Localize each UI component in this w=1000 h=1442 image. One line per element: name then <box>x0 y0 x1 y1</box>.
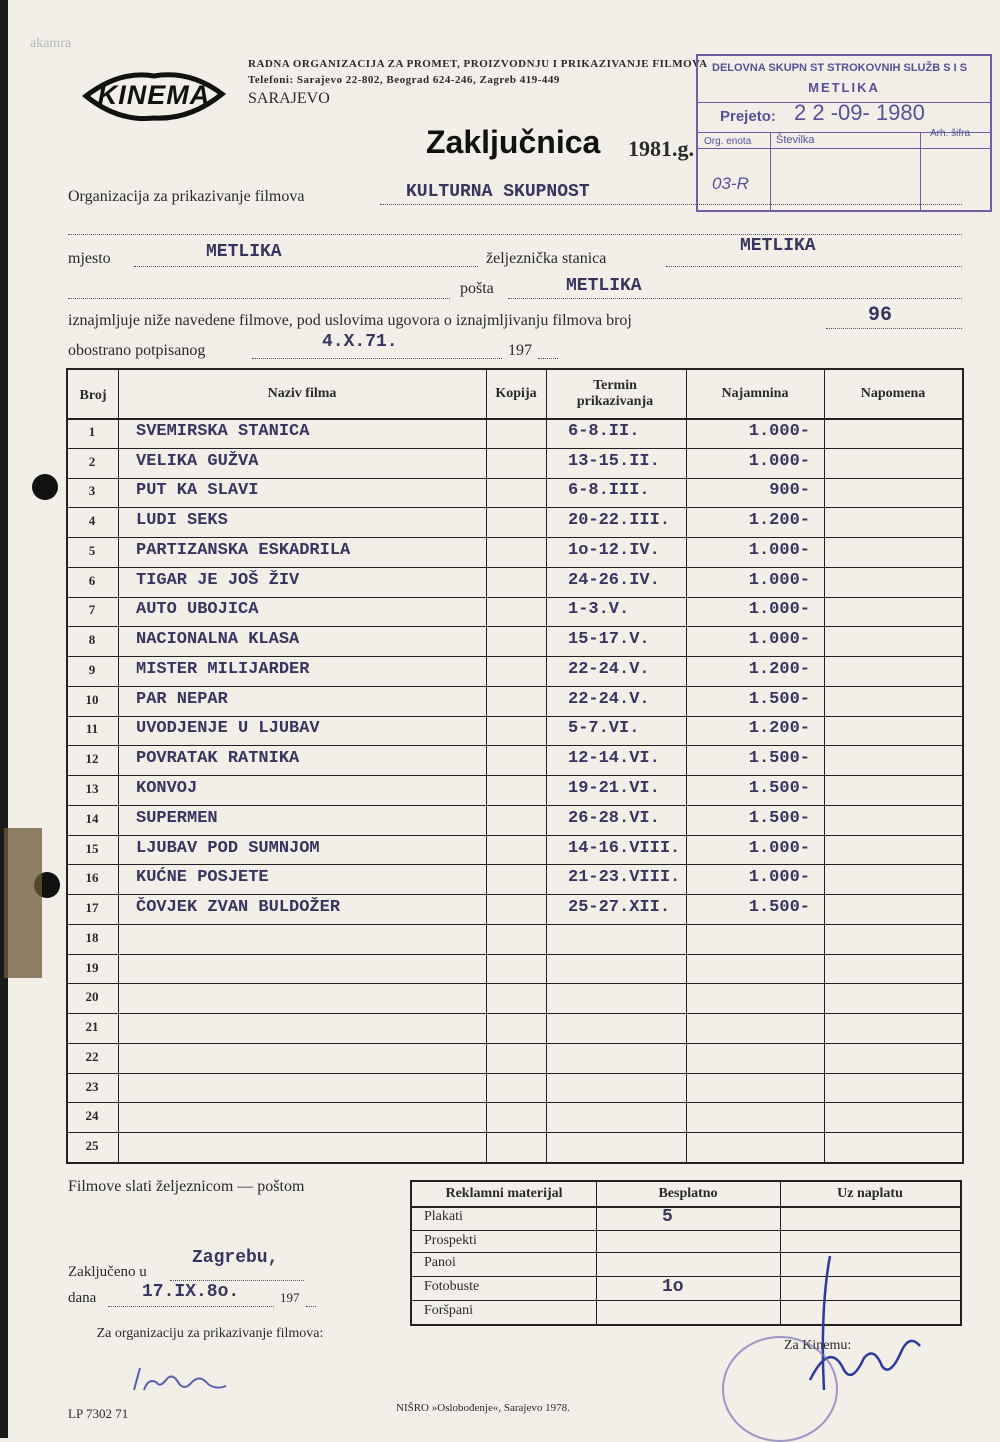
film-rent: 1.500- <box>748 898 810 918</box>
film-row <box>68 1132 962 1162</box>
film-row-number: 3 <box>88 483 96 499</box>
film-term: 6-8.II. <box>568 421 640 441</box>
contract-number: 96 <box>868 304 893 327</box>
punch-hole-top <box>32 474 58 500</box>
film-row <box>68 1043 962 1073</box>
film-row-number: 6 <box>88 572 96 588</box>
film-row-number: 13 <box>85 780 99 796</box>
ad-item-label: Fotobuste <box>424 1279 480 1294</box>
film-row <box>68 567 962 597</box>
ad-item-label: Plakati <box>424 1209 463 1224</box>
film-row <box>68 894 962 924</box>
place-label: mjesto <box>68 250 111 267</box>
film-row <box>68 954 962 984</box>
film-title: AUTO UBOJICA <box>136 600 259 620</box>
col-header-note: Napomena <box>860 386 926 401</box>
film-row <box>68 745 962 775</box>
date-year: 197 <box>280 1290 300 1305</box>
film-title: UVODJENJE U LJUBAV <box>136 719 320 739</box>
film-rent: 1.000- <box>748 540 810 560</box>
station-label: željeznička stanica <box>486 250 607 267</box>
film-row <box>68 1073 962 1103</box>
company-city: SARAJEVO <box>248 90 330 107</box>
film-rent: 1.500- <box>748 749 810 769</box>
film-row-number: 25 <box>85 1138 99 1154</box>
film-row-number: 15 <box>85 840 99 856</box>
film-row <box>68 716 962 746</box>
ad-item-label: Foršpani <box>424 1303 473 1318</box>
film-rent: 1.000- <box>748 868 810 888</box>
film-row-number: 24 <box>85 1108 99 1124</box>
film-rent: 1.000- <box>748 838 810 858</box>
signed-date: 4.X.71. <box>322 332 398 352</box>
film-row <box>68 507 962 537</box>
tape-residue <box>4 828 42 978</box>
film-title: VELIKA GUŽVA <box>136 451 259 471</box>
stamp-col-org: Org. enota <box>704 136 752 147</box>
film-term: 6-8.III. <box>568 481 650 501</box>
kinema-logo <box>80 68 228 124</box>
film-row-number: 9 <box>88 661 96 677</box>
film-title: KONVOJ <box>136 778 198 798</box>
stamp-city: METLIKA <box>808 80 880 95</box>
film-row <box>68 835 962 865</box>
film-title: NACIONALNA KLASA <box>136 630 300 650</box>
film-row <box>68 775 962 805</box>
paper-edge <box>0 0 8 1438</box>
film-row <box>68 626 962 656</box>
film-title: MISTER MILIJARDER <box>136 659 310 679</box>
document-title-year: 1981.g. <box>628 136 694 161</box>
film-row-number: 22 <box>85 1048 99 1064</box>
film-row-number: 16 <box>85 870 99 886</box>
film-row <box>68 1102 962 1132</box>
film-row <box>68 537 962 567</box>
film-term: 14-16.VIII. <box>568 838 681 858</box>
concluded-place: Zagrebu, <box>192 1248 279 1268</box>
concluded-label: Zaključeno u <box>68 1264 147 1280</box>
received-stamp <box>696 54 992 212</box>
date-label: dana <box>68 1290 97 1306</box>
signed-year: 197 <box>508 342 532 359</box>
film-title: POVRATAK RATNIKA <box>136 749 300 769</box>
stamp-received-label: Prejeto: <box>720 108 776 125</box>
form-code: LP 7302 71 <box>68 1406 129 1421</box>
film-row-number: 17 <box>85 900 99 916</box>
film-row <box>68 597 962 627</box>
film-term: 21-23.VIII. <box>568 868 681 888</box>
org-label: Organizacija za prikazivanje filmova <box>68 188 305 205</box>
film-row <box>68 478 962 508</box>
signed-label: obostrano potpisanog <box>68 342 206 359</box>
post-label: pošta <box>460 280 494 297</box>
stamp-received-date: 2 2 -09- 1980 <box>794 100 925 125</box>
stamp-handwritten-code: 03-R <box>712 174 749 193</box>
station-value: METLIKA <box>740 236 816 256</box>
stamp-col-archive: Arh. šifra <box>930 128 971 139</box>
film-title: PARTIZANSKA ESKADRILA <box>136 540 351 560</box>
ads-header-free: Besplatno <box>658 1186 718 1201</box>
film-row-number: 8 <box>88 632 96 648</box>
film-row <box>68 924 962 954</box>
stamp-org: DELOVNA SKUPN ST STROKOVNIH SLUŽB S I S <box>712 62 968 74</box>
film-term: 22-24.V. <box>568 689 650 709</box>
film-title: TIGAR JE JOŠ ŽIV <box>136 570 300 590</box>
film-title: SUPERMEN <box>136 808 218 828</box>
film-term: 26-28.VI. <box>568 808 660 828</box>
printer-note: NIŠRO »Oslobođenje«, Sarajevo 1978. <box>396 1402 570 1414</box>
org-signature <box>130 1362 240 1403</box>
post-value: METLIKA <box>566 276 642 296</box>
film-row <box>68 983 962 1013</box>
film-rent: 1.000- <box>748 630 810 650</box>
film-rent: 900- <box>769 481 810 501</box>
col-header-term: Termin prikazivanja <box>576 378 654 409</box>
film-row-number: 20 <box>85 989 99 1005</box>
film-row-number: 11 <box>85 721 99 737</box>
film-row <box>68 686 962 716</box>
film-row-number: 14 <box>85 810 99 826</box>
film-term: 1-3.V. <box>568 600 630 620</box>
film-row-number: 23 <box>85 1078 99 1094</box>
film-row-number: 1 <box>88 423 96 439</box>
films-table <box>66 368 964 1164</box>
company-line-1: RADNA ORGANIZACIJA ZA PROMET, PROIZVODNJU I PRIKAZIVANJE FILMOVA <box>248 58 708 70</box>
ads-header-paid: Uz naplatu <box>837 1186 903 1201</box>
film-term: 24-26.IV. <box>568 570 660 590</box>
org-sign-label: Za organizaciju za prikazivanje filmova: <box>96 1326 324 1341</box>
film-term: 15-17.V. <box>568 630 650 650</box>
film-rent: 1.200- <box>748 659 810 679</box>
film-rent: 1.200- <box>748 719 810 739</box>
film-row-number: 5 <box>88 542 96 558</box>
date-value: 17.IX.8o. <box>142 1282 240 1302</box>
film-title: KUĆNE POSJETE <box>136 868 269 888</box>
film-row-number: 7 <box>88 602 96 618</box>
col-header-copy: Kopija <box>495 386 537 401</box>
film-rent: 1.000- <box>748 570 810 590</box>
film-term: 25-27.XII. <box>568 898 671 918</box>
company-line-2: Telefoni: Sarajevo 22-802, Beograd 624-246, Zagreb 419-449 <box>248 74 560 86</box>
film-title: ČOVJEK ZVAN BULDOŽER <box>136 898 341 918</box>
film-rent: 1.000- <box>748 421 810 441</box>
film-row <box>68 864 962 894</box>
stamp-col-number: Številka <box>776 134 815 146</box>
film-term: 19-21.VI. <box>568 778 660 798</box>
film-term: 13-15.II. <box>568 451 660 471</box>
film-title: PUT KA SLAVI <box>136 481 259 501</box>
film-title: LJUBAV POD SUMNJOM <box>136 838 320 858</box>
film-term: 20-22.III. <box>568 511 671 531</box>
film-term: 1o-12.IV. <box>568 540 660 560</box>
org-value: KULTURNA SKUPNOST <box>406 182 590 202</box>
film-row <box>68 448 962 478</box>
film-rent: 1.000- <box>748 451 810 471</box>
film-row-number: 2 <box>88 453 96 469</box>
logo-text: KINEMA <box>97 80 211 110</box>
film-rent: 1.500- <box>748 778 810 798</box>
film-row-number: 12 <box>85 751 99 767</box>
film-row <box>68 656 962 686</box>
film-term: 22-24.V. <box>568 659 650 679</box>
ad-free-count: 5 <box>662 1207 673 1227</box>
film-row <box>68 418 962 448</box>
col-header-number: Broj <box>79 388 107 403</box>
film-title: SVEMIRSKA STANICA <box>136 421 310 441</box>
film-rent: 1.500- <box>748 689 810 709</box>
film-title: LUDI SEKS <box>136 511 228 531</box>
col-header-rent: Najamnina <box>721 386 789 401</box>
film-row-number: 21 <box>85 1019 99 1035</box>
film-row-number: 4 <box>88 513 96 529</box>
film-title: PAR NEPAR <box>136 689 228 709</box>
film-row-number: 19 <box>85 959 99 975</box>
film-rent: 1.500- <box>748 808 810 828</box>
film-rent: 1.200- <box>748 511 810 531</box>
kinema-sign-label: Za Kinemu: <box>784 1338 852 1353</box>
film-term: 12-14.VI. <box>568 749 660 769</box>
ad-item-label: Prospekti <box>424 1233 477 1248</box>
kinema-round-stamp <box>722 1336 838 1442</box>
watermark: akamra <box>30 36 72 51</box>
col-header-title: Naziv filma <box>267 386 337 401</box>
ads-header-material: Reklamni materijal <box>445 1186 563 1201</box>
film-term: 5-7.VI. <box>568 719 640 739</box>
ad-free-count: 1o <box>662 1277 684 1297</box>
film-row <box>68 1013 962 1043</box>
place-value: METLIKA <box>206 242 282 262</box>
document-title: Zaključnica <box>426 124 601 160</box>
ad-item-label: Panoi <box>424 1255 456 1270</box>
film-row-number: 10 <box>85 691 99 707</box>
rent-text: iznajmljuje niže navedene filmove, pod uslovima ugovora o iznajmljivanju filmova broj <box>68 312 632 329</box>
shipping-label: Filmove slati željeznicom — poštom <box>68 1178 305 1195</box>
film-row <box>68 805 962 835</box>
film-rent: 1.000- <box>748 600 810 620</box>
film-row-number: 18 <box>85 929 99 945</box>
